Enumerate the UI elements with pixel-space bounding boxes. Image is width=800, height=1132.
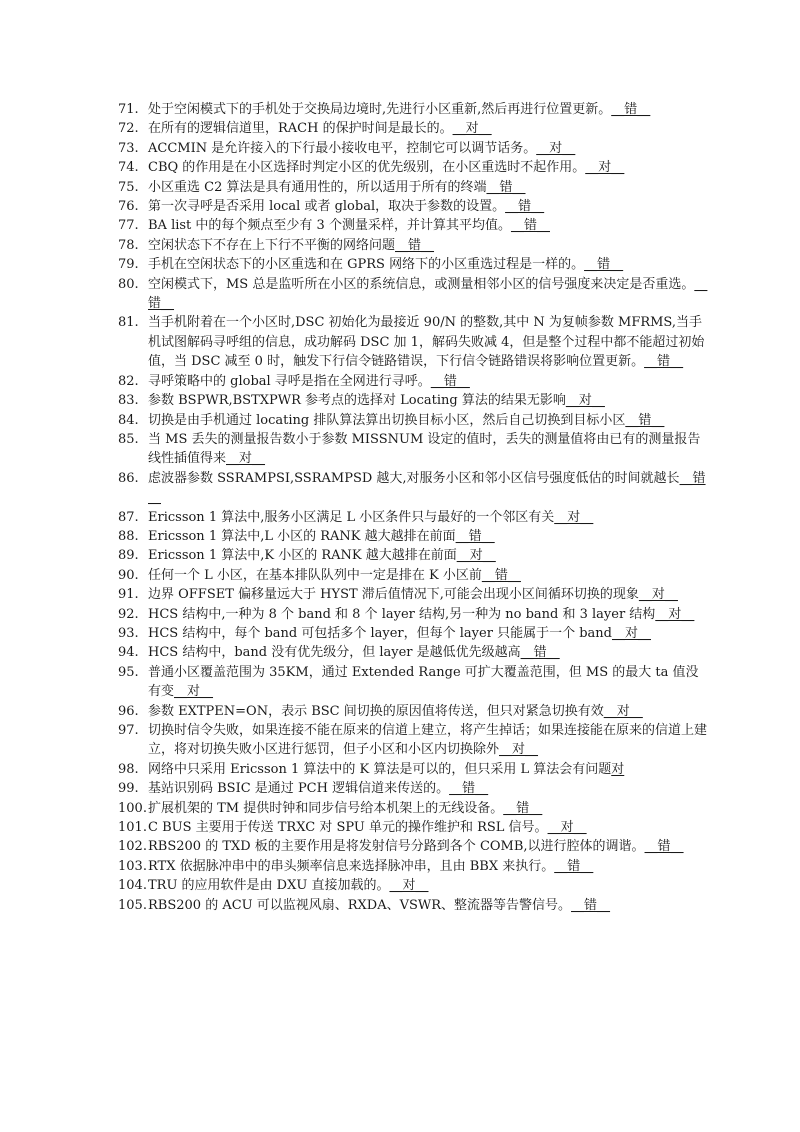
question-number: 105.	[118, 897, 147, 913]
question-number: 81.	[118, 315, 139, 331]
answer-mark: __错__	[554, 858, 594, 874]
question-item	[118, 119, 708, 138]
question-number: 90.	[118, 567, 139, 583]
question-text-block	[148, 430, 708, 469]
question-number: 100.	[118, 800, 147, 816]
question-text: CBQ 的作用是在小区选择时判定小区的优先级别，在小区重选时不起作用。	[148, 160, 586, 176]
question-text-block	[148, 508, 708, 527]
question-text-block	[148, 721, 708, 760]
question-text: 在所有的逻辑信道里，RACH 的保护时间是最长的。	[148, 121, 453, 137]
answer-mark: __错__	[584, 257, 624, 273]
question-text: Ericsson 1 算法中,服务小区满足 L 小区条件只与最好的一个邻区有关	[148, 509, 555, 525]
question-number: 102.	[118, 839, 147, 855]
question-item	[118, 857, 708, 876]
answer-mark: __错__	[644, 839, 684, 855]
question-number: 103.	[118, 858, 147, 874]
question-item	[118, 605, 708, 624]
question-text-block	[148, 585, 708, 604]
answer-mark: __错__	[503, 800, 543, 816]
question-text: HCS 结构中，band 没有优先级分，但 layer 是越低优先级越高	[148, 645, 521, 661]
question-text: 边界 OFFSET 偏移量远大于 HYST 滞后值情况下,可能会出现小区间循环切换的现象	[148, 587, 639, 603]
question-text-block	[148, 391, 708, 410]
question-text: 处于空闲模式下的手机处于交换局边境时,先进行小区重新,然后再进行位置更新。	[148, 102, 612, 117]
question-text: 空闲状态下不存在上下行不平衡的网络问题	[148, 237, 396, 253]
question-number: 83.	[118, 393, 139, 409]
question-number: 94.	[118, 645, 139, 661]
question-text: 当 MS 丢失的测量报告数小于参数 MISSNUM 设定的值时，丢失的测量值将由已有的测量报告线性插值得来	[148, 431, 701, 467]
answer-mark: __错__	[644, 354, 684, 370]
question-text-block	[148, 100, 708, 119]
question-item	[118, 760, 708, 779]
question-text-block	[148, 178, 708, 197]
question-text-block	[148, 857, 708, 876]
question-text-block	[148, 313, 708, 371]
question-text-block	[148, 275, 708, 314]
question-text-block	[148, 197, 708, 216]
question-item	[118, 585, 708, 604]
question-number: 84.	[118, 412, 139, 428]
question-item	[118, 469, 708, 508]
answer-mark: __对__	[499, 742, 539, 758]
question-number: 99.	[118, 781, 139, 797]
question-number: 85.	[118, 431, 139, 447]
answer-mark: __错__	[611, 102, 651, 117]
question-number: 91.	[118, 587, 139, 603]
question-item	[118, 275, 708, 314]
question-text: ACCMIN 是允许接入的下行最小接收电平，控制它可以调节话务。	[148, 140, 537, 156]
answer-mark: __错__	[455, 528, 495, 544]
question-item	[118, 391, 708, 410]
question-item	[118, 876, 708, 895]
question-number: 72.	[118, 121, 139, 137]
question-item	[118, 818, 708, 837]
answer-mark: __错__	[505, 199, 545, 215]
question-text-block	[148, 663, 708, 702]
question-item	[118, 216, 708, 235]
question-text-block	[148, 876, 708, 895]
question-item	[118, 197, 708, 216]
question-text-block	[148, 158, 708, 177]
question-text: RBS200 的 ACU 可以监视风扇、RXDA、VSWR、整流器等告警信号。	[148, 897, 572, 913]
answer-mark: __对__	[565, 393, 605, 409]
question-item	[118, 663, 708, 702]
answer-mark: __对__	[585, 160, 625, 176]
question-number: 95.	[118, 664, 139, 680]
answer-mark: __错__	[520, 645, 560, 661]
question-text-block	[148, 624, 708, 643]
question-number: 71.	[118, 102, 139, 117]
question-item	[118, 896, 708, 915]
question-text: TRU 的应用软件是由 DXU 直接加载的。	[148, 878, 390, 894]
question-text: 切换时信令失败，如果连接不能在原来的信道上建立，将产生掉话；如果连接能在原来的信道上建立，将对切换失败小区进行惩罚，但子小区和小区内切换除外	[148, 723, 708, 758]
question-text: 普通小区覆盖范围为 35KM，通过 Extended Range 可扩大覆盖范围，但 MS 的最大 ta 值没有变	[148, 664, 699, 700]
answer-mark: __错__	[395, 237, 435, 253]
question-item	[118, 178, 708, 197]
question-number: 88.	[118, 528, 139, 544]
question-item	[118, 527, 708, 546]
question-item	[118, 236, 708, 255]
question-text-block	[148, 837, 708, 856]
question-number: 74.	[118, 160, 139, 176]
question-number: 93.	[118, 625, 139, 641]
answer-mark: __对__	[547, 820, 587, 836]
question-text-block	[148, 236, 708, 255]
question-text: 当手机附着在一个小区时,DSC 初始化为最接近 90/N 的整数,其中 N 为复帧参数 MFRMS,当手机试图解码寻呼组的信息，成功解码 DSC 加 1，解码失败减 4，但是整个过程中都不能超过初始值，当 DSC 减至 0 时，触发下行信令链路错误，下行信令链路错误将影响位置更新。	[148, 315, 705, 370]
answer-mark: __对__	[452, 121, 492, 137]
question-item	[118, 837, 708, 856]
answer-mark: __对__	[603, 703, 643, 719]
question-number: 76.	[118, 199, 139, 215]
answer-mark: __错__	[148, 470, 706, 506]
question-text: 网络中只采用 Ericsson 1 算法中的 K 算法是可以的，但只采用 L 算法会有问题	[148, 761, 612, 777]
answer-mark: __对__	[638, 587, 678, 603]
question-number: 78.	[118, 237, 139, 253]
question-item	[118, 255, 708, 274]
question-text: 扩展机架的 TM 提供时钟和同步信号给本机架上的无线设备。	[148, 800, 504, 816]
answer-mark: __对__	[226, 451, 266, 467]
answer-mark: __对__	[611, 625, 651, 641]
answer-mark: __对__	[655, 606, 695, 622]
question-text: 小区重选 C2 算法是具有通用性的，所以适用于所有的终端	[148, 179, 487, 195]
question-text: 参数 BSPWR,BSTXPWR 参考点的选择对 Locating 算法的结果无影响	[148, 393, 566, 409]
question-number: 89.	[118, 548, 139, 564]
question-text-block	[148, 411, 708, 430]
question-text-block	[148, 372, 708, 391]
question-number: 82.	[118, 373, 139, 389]
question-text: Ericsson 1 算法中,K 小区的 RANK 越大越排在前面	[148, 548, 457, 564]
question-item	[118, 430, 708, 469]
question-text-block	[148, 896, 708, 915]
question-text: 基站识别码 BSIC 是通过 PCH 逻辑信道来传送的。	[148, 781, 450, 797]
answer-mark: __错__	[510, 218, 550, 234]
question-item	[118, 799, 708, 818]
question-item	[118, 508, 708, 527]
question-text-block	[148, 527, 708, 546]
question-text-block	[148, 566, 708, 585]
question-list	[118, 100, 708, 915]
question-text-block	[148, 119, 708, 138]
question-number: 77.	[118, 218, 139, 234]
question-number: 80.	[118, 276, 139, 292]
question-item	[118, 779, 708, 798]
question-text: Ericsson 1 算法中,L 小区的 RANK 越大越排在前面	[148, 528, 456, 544]
answer-mark: __对__	[536, 140, 576, 156]
question-item	[118, 643, 708, 662]
question-item	[118, 372, 708, 391]
answer-mark: __对__	[174, 684, 214, 700]
question-text: RTX 依据脉冲串中的串头频率信息来选择脉冲串，且由 BBX 来执行。	[148, 858, 555, 874]
question-number: 86.	[118, 470, 139, 486]
question-text-block	[148, 760, 708, 779]
answer-mark: __错__	[148, 276, 708, 312]
question-number: 73.	[118, 140, 139, 156]
answer-mark: __对__	[554, 509, 594, 525]
question-number: 101.	[118, 820, 147, 836]
question-item	[118, 566, 708, 585]
question-text-block	[148, 255, 708, 274]
question-number: 75.	[118, 179, 139, 195]
answer-mark: __错__	[486, 179, 526, 195]
question-text-block	[148, 799, 708, 818]
question-text: 手机在空闲状态下的小区重选和在 GPRS 网络下的小区重选过程是一样的。	[148, 257, 585, 273]
answer-mark: __错__	[449, 781, 489, 797]
question-item	[118, 100, 708, 119]
question-text: HCS 结构中，每个 band 可包括多个 layer，但每个 layer 只能属于一个 band	[148, 625, 612, 641]
question-item	[118, 624, 708, 643]
question-item	[118, 546, 708, 565]
question-text: 虑波器参数 SSRAMPSI,SSRAMPSD 越大,对服务小区和邻小区信号强度低估的时间就越长	[148, 470, 680, 486]
question-number: 79.	[118, 257, 139, 273]
question-text-block	[148, 702, 708, 721]
question-text: C BUS 主要用于传送 TRXC 对 SPU 单元的操作维护和 RSL 信号。	[148, 820, 548, 836]
question-number: 87.	[118, 509, 139, 525]
question-item	[118, 702, 708, 721]
question-text-block	[148, 818, 708, 837]
question-text-block	[148, 643, 708, 662]
answer-mark: __错__	[625, 412, 665, 428]
question-item	[118, 313, 708, 371]
question-text: BA list 中的每个频点至少有 3 个测量采样，并计算其平均值。	[148, 218, 511, 234]
question-text: 第一次寻呼是否采用 local 或者 global，取决于参数的设置。	[148, 199, 506, 215]
question-item	[118, 721, 708, 760]
question-text: 切换是由手机通过 locating 排队算法算出切换目标小区，然后自己切换到目标小区	[148, 412, 626, 428]
question-text: 任何一个 L 小区，在基本排队队列中一定是排在 K 小区前	[148, 567, 482, 583]
answer-mark: 对	[611, 761, 625, 777]
question-text: RBS200 的 TXD 板的主要作用是将发射信号分路到各个 COMB,以进行腔体的调谐。	[148, 839, 645, 855]
answer-mark: __对__	[389, 878, 429, 894]
question-number: 92.	[118, 606, 139, 622]
question-text: 参数 EXTPEN=ON，表示 BSC 间切换的原因值将传送，但只对紧急切换有效	[148, 703, 604, 719]
answer-mark: __对__	[456, 548, 496, 564]
question-text: 寻呼策略中的 global 寻呼是指在全网进行寻呼。	[148, 373, 431, 389]
question-text-block	[148, 605, 708, 624]
question-text-block	[148, 216, 708, 235]
answer-mark: __错__	[430, 373, 470, 389]
question-text: HCS 结构中,一种为 8 个 band 和 8 个 layer 结构,另一种为 no band 和 3 layer 结构	[148, 606, 656, 622]
question-text-block	[148, 779, 708, 798]
question-number: 104.	[118, 878, 147, 894]
question-item	[118, 139, 708, 158]
question-text-block	[148, 139, 708, 158]
question-text-block	[148, 469, 708, 508]
question-number: 97.	[118, 723, 139, 738]
question-text: 空闲模式下，MS 总是监听所在小区的系统信息，或测量相邻小区的信号强度来决定是否重选。	[148, 276, 695, 292]
question-item	[118, 411, 708, 430]
question-number: 96.	[118, 703, 139, 719]
answer-mark: __错__	[571, 897, 611, 913]
question-text-block	[148, 546, 708, 565]
question-number: 98.	[118, 761, 139, 777]
question-item	[118, 158, 708, 177]
answer-mark: __错__	[481, 567, 521, 583]
